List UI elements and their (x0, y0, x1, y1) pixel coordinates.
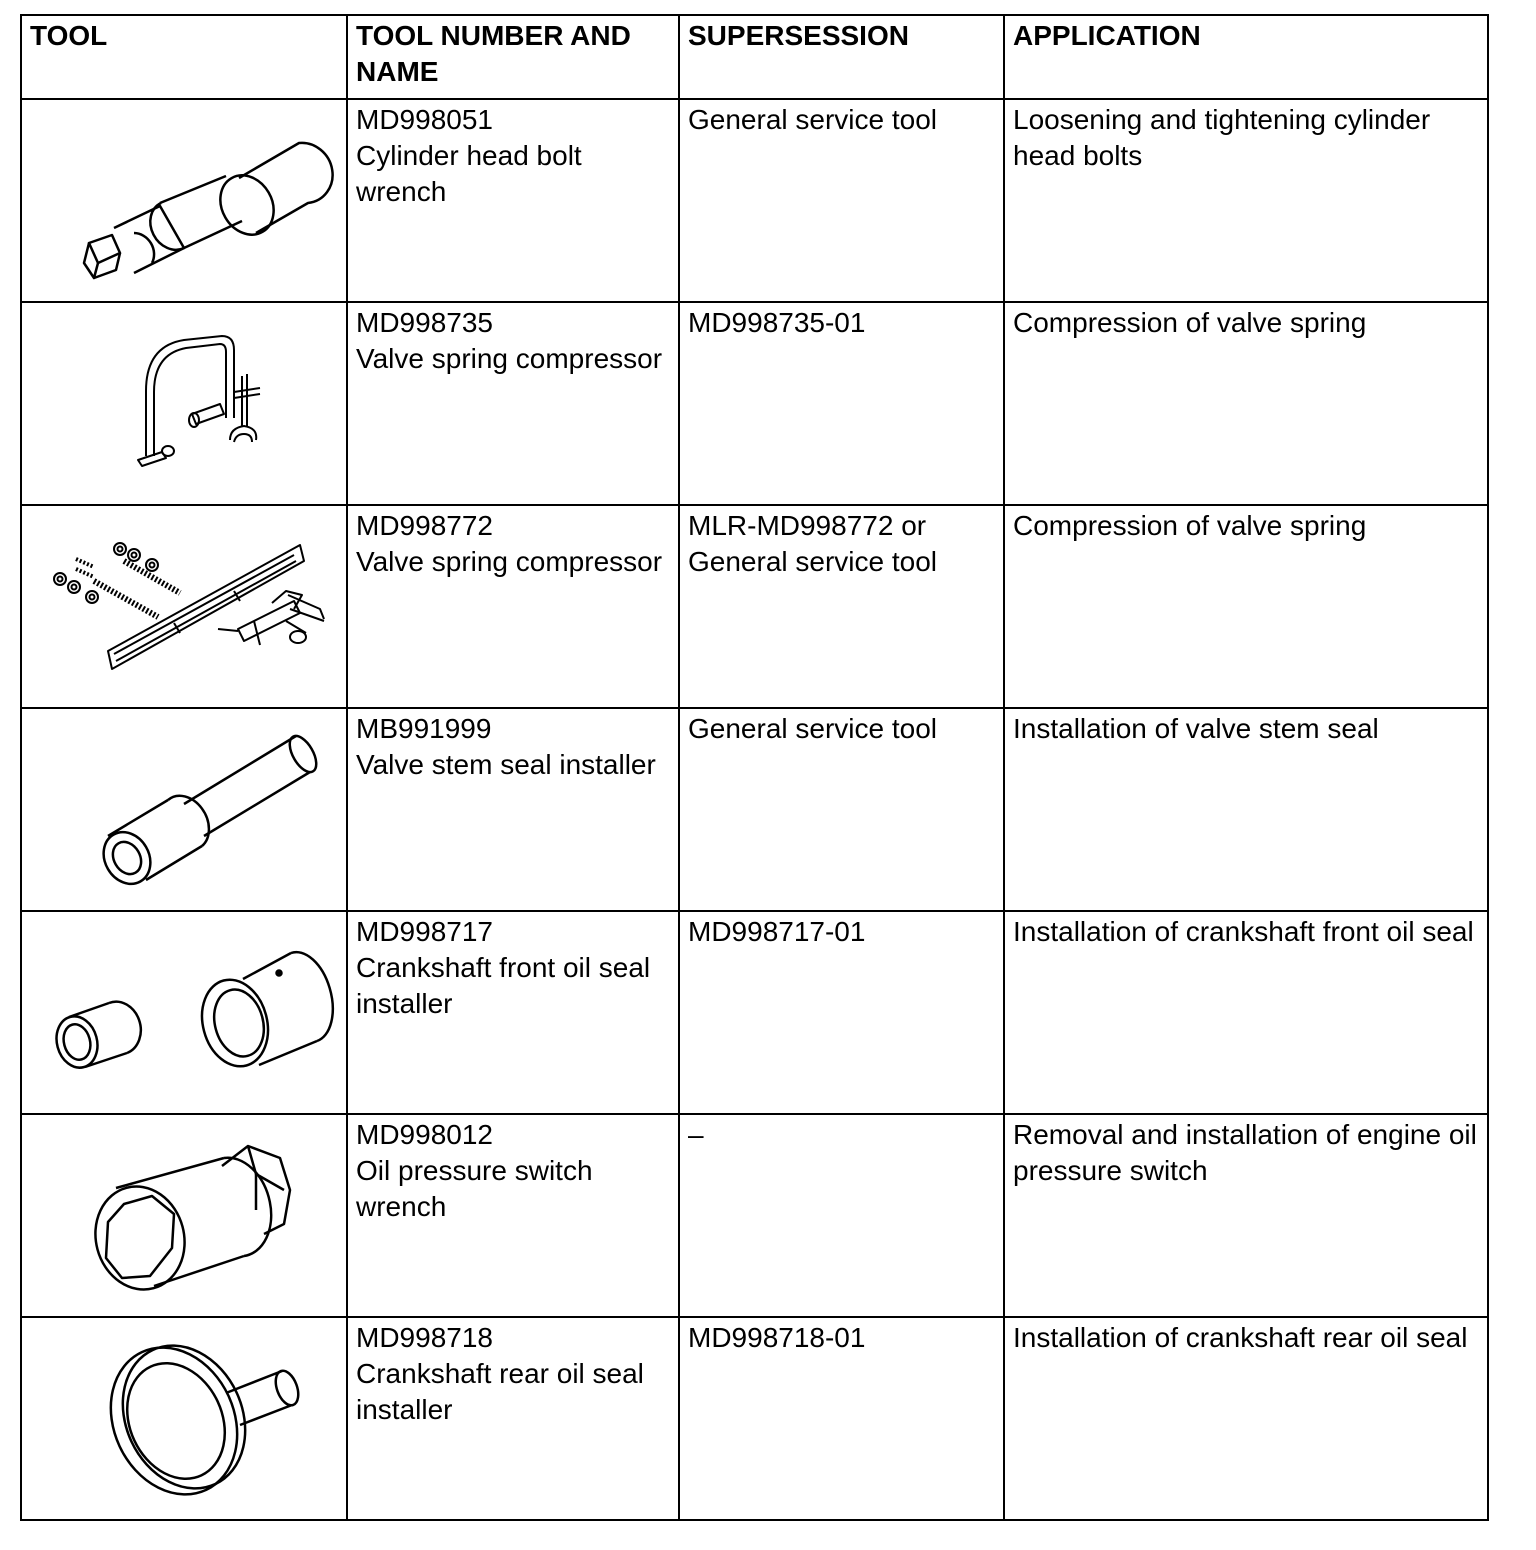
tool-name: Crankshaft rear oil seal installer (356, 1358, 644, 1425)
application-cell: Installation of crankshaft rear oil seal (1004, 1317, 1488, 1520)
supersession-cell: MD998717-01 (679, 911, 1004, 1114)
header-tool: TOOL (21, 15, 347, 99)
supersession-cell: General service tool (679, 708, 1004, 911)
table-row (21, 911, 1488, 1114)
tool-number: MD998735 (356, 307, 493, 338)
tool-image-cell (21, 1317, 347, 1520)
tool-name: Oil pressure switch wrench (356, 1155, 593, 1222)
special-tools-table (20, 14, 1489, 1521)
supersession-cell: MLR-MD998772 or General service tool (679, 505, 1004, 708)
valve-spring-compressor-icon (34, 306, 334, 501)
supersession-cell: MD998735-01 (679, 302, 1004, 505)
header-application: APPLICATION (1004, 15, 1488, 99)
table-row (21, 99, 1488, 302)
tool-number-name-cell (347, 708, 679, 911)
tool-image-cell (21, 1114, 347, 1317)
tool-number: MD998772 (356, 510, 493, 541)
tool-image-cell (21, 505, 347, 708)
application-cell: Compression of valve spring (1004, 505, 1488, 708)
supersession-cell: MD998718-01 (679, 1317, 1004, 1520)
tool-name: Valve stem seal installer (356, 749, 656, 780)
valve-spring-compressor-kit-icon (24, 509, 344, 704)
supersession-cell: – (679, 1114, 1004, 1317)
application-cell: Installation of crankshaft front oil seal (1004, 911, 1488, 1114)
tool-number-name-cell (347, 505, 679, 708)
application-cell: Installation of valve stem seal (1004, 708, 1488, 911)
tool-name: Cylinder head bolt wrench (356, 140, 582, 207)
valve-stem-seal-installer-icon (34, 712, 334, 907)
application-cell: Compression of valve spring (1004, 302, 1488, 505)
tool-number-name-cell (347, 99, 679, 302)
crankshaft-front-oil-seal-installer-icon (29, 915, 339, 1110)
application-cell: Removal and installation of engine oil pressure switch (1004, 1114, 1488, 1317)
tool-image-cell (21, 708, 347, 911)
table-header-row (21, 15, 1488, 99)
tool-number: MB991999 (356, 713, 492, 744)
table-row (21, 708, 1488, 911)
tool-image-cell (21, 911, 347, 1114)
tool-image-cell (21, 99, 347, 302)
header-supersession: SUPERSESSION (679, 15, 1004, 99)
table-row (21, 1317, 1488, 1520)
tool-number-name-cell (347, 1114, 679, 1317)
tool-number: MD998717 (356, 916, 493, 947)
tool-number-name-cell (347, 302, 679, 505)
table-row (21, 302, 1488, 505)
table-row (21, 1114, 1488, 1317)
tool-name: Crankshaft front oil seal installer (356, 952, 651, 1019)
table-row (21, 505, 1488, 708)
cylinder-head-bolt-wrench-icon (34, 103, 334, 298)
supersession-cell: General service tool (679, 99, 1004, 302)
tool-number: MD998718 (356, 1322, 493, 1353)
application-cell: Loosening and tightening cylinder head bolts (1004, 99, 1488, 302)
tool-number: MD998051 (356, 104, 493, 135)
tool-number-name-cell (347, 1317, 679, 1520)
header-tool-number-and-name: TOOL NUMBER AND NAME (347, 15, 679, 99)
tool-image-cell (21, 302, 347, 505)
tool-number: MD998012 (356, 1119, 493, 1150)
crankshaft-rear-oil-seal-installer-icon (34, 1321, 334, 1516)
tool-name: Valve spring compressor (356, 546, 663, 577)
tool-name: Valve spring compressor (356, 343, 663, 374)
oil-pressure-switch-wrench-icon (34, 1118, 334, 1313)
tool-number-name-cell (347, 911, 679, 1114)
